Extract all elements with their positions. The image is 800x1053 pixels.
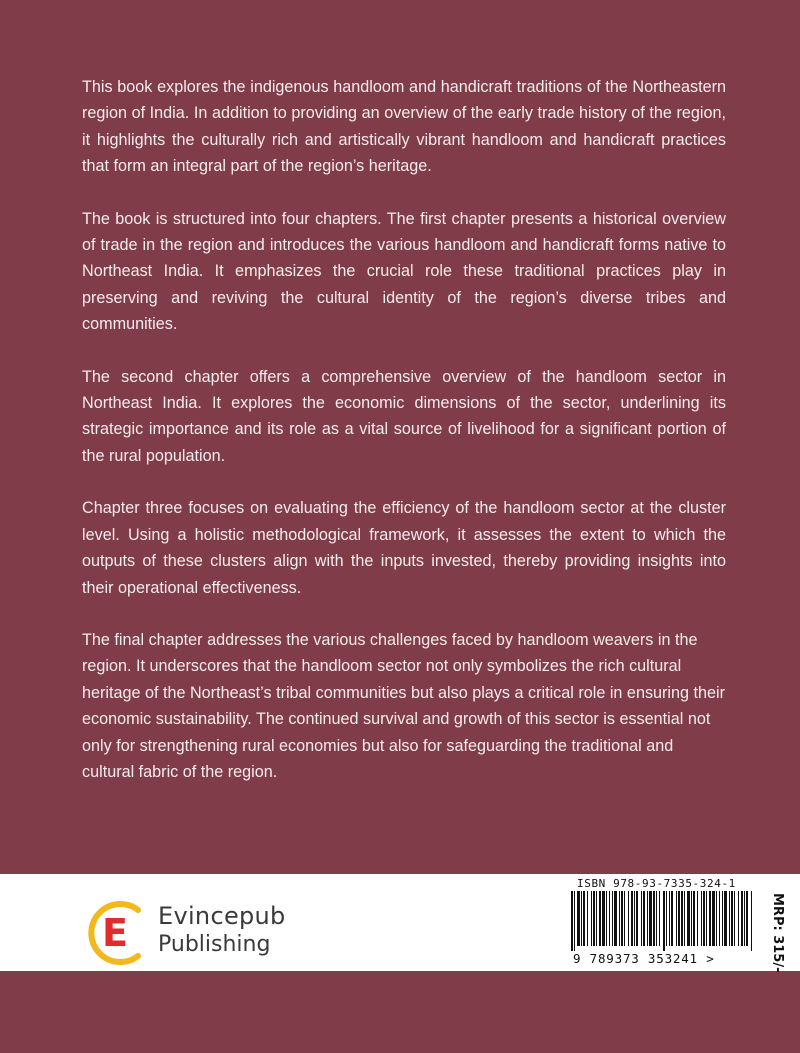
barcode-bar [697,891,698,946]
barcode-bar [621,891,623,946]
barcode-bar [709,891,711,946]
barcode-bar [631,891,633,946]
barcode-bar [619,891,620,946]
barcode-block [567,877,792,973]
barcode-bar [628,891,629,946]
barcode-bar [751,891,752,951]
barcode-bar [634,891,635,946]
barcode-bar [643,891,645,946]
barcode-bar [591,891,592,946]
barcode-bar [724,891,727,946]
publisher-sub: Publishing [158,932,271,957]
publisher-brand: Evincepub [158,902,286,930]
book-description [82,74,726,811]
description-paragraph-5: The final chapter addresses the various challenges faced by handloom weavers in the region. It underscores that the handloom sector not only symbolizes the rich cultural heritage of the Northeast’s tribal communities but also plays a critical role in ensuring their economic sustainability. The continued survival and growth of this sector is essential not only for strengthening rural economies but also for safeguarding the traditional and cultural fabric of the region. [82,630,726,781]
barcode-bar [681,891,683,946]
barcode-bar [647,891,648,946]
barcode-bar [691,891,692,946]
barcode-bar [641,891,642,946]
barcode-bar [729,891,730,946]
description-paragraph-4: Chapter three focuses on evaluating the efficiency of the handloom sector at the cluster level. Using a holistic methodological framework, it assesses the extent to which the outputs of these clusters align with the inputs invested, thereby providing insights into their operational effectiveness. [82,499,726,597]
barcode-bar [687,891,690,946]
barcode-bar [744,891,745,946]
barcode-bar [722,891,723,946]
barcode-bar [596,891,597,946]
publisher-logo-icon [78,896,152,970]
barcode-bar [577,891,580,946]
barcode-bar [581,891,582,946]
barcode-bar [636,891,638,946]
description-paragraph-1: This book explores the indigenous handloom and handicraft traditions of the Northeastern region of India. In addition to providing an overview of the early trade history of the region, it highlights the culturally rich and artistically vibrant handloom and handicraft practices that form an integral part of the region’s heritage. [82,78,726,176]
barcode-bar [731,891,733,946]
barcode-bar [609,891,610,946]
barcode-bar [583,891,585,946]
logo-letter: E [102,911,128,955]
barcode-bar [719,891,720,946]
barcode-bar [716,891,717,946]
barcode-digits: 9 789373 353241 > [573,951,715,966]
barcode-bar [653,891,655,946]
barcode-bar [669,891,670,946]
price-label: MRP: 315/- [770,893,785,973]
footer-band [0,874,800,971]
barcode-bar [676,891,677,946]
barcode-bar [656,891,657,946]
publisher-name [158,902,286,959]
isbn-label: ISBN 978-93-7335-324-1 [577,877,736,890]
barcode-bar [678,891,680,946]
barcode-bar [684,891,685,946]
barcode-bar [606,891,607,946]
barcode-bar [659,891,660,946]
barcode-bar [593,891,595,946]
barcode-icon [567,891,763,951]
barcode-bar [701,891,702,946]
barcode-bar [614,891,617,946]
barcode-bar [666,891,667,946]
barcode-bar [693,891,695,946]
barcode-bar [738,891,739,946]
barcode-bar [612,891,613,946]
barcode-bar [734,891,735,946]
barcode-bar [571,891,573,951]
barcode-bar [746,891,748,946]
barcode-bar [602,891,605,946]
description-paragraph-2: The book is structured into four chapters. The first chapter presents a historical overview of trade in the region and introduces the various handloom and handicraft forms native to Northeast India. It emphasizes the crucial role these traditional practices play in preserving and reviving the cultural identity of the region’s diverse tribes and communities. [82,209,726,334]
barcode-bar [712,891,715,946]
barcode-bar [599,891,601,946]
barcode-bar [663,891,665,951]
barcode-bar [706,891,707,946]
description-paragraph-3: The second chapter offers a comprehensive overview of the handloom sector in Northeast India. It explores the economic dimensions of the sector, underlining its strategic importance and its role as a vital source of livelihood for a significant portion of the rural population. [82,367,726,465]
barcode-bar [574,891,575,951]
barcode-bar [703,891,705,946]
barcode-bar [741,891,743,946]
barcode-bar [649,891,652,946]
barcode-bar [671,891,673,946]
barcode-bar [624,891,625,946]
barcode-bar [587,891,588,946]
